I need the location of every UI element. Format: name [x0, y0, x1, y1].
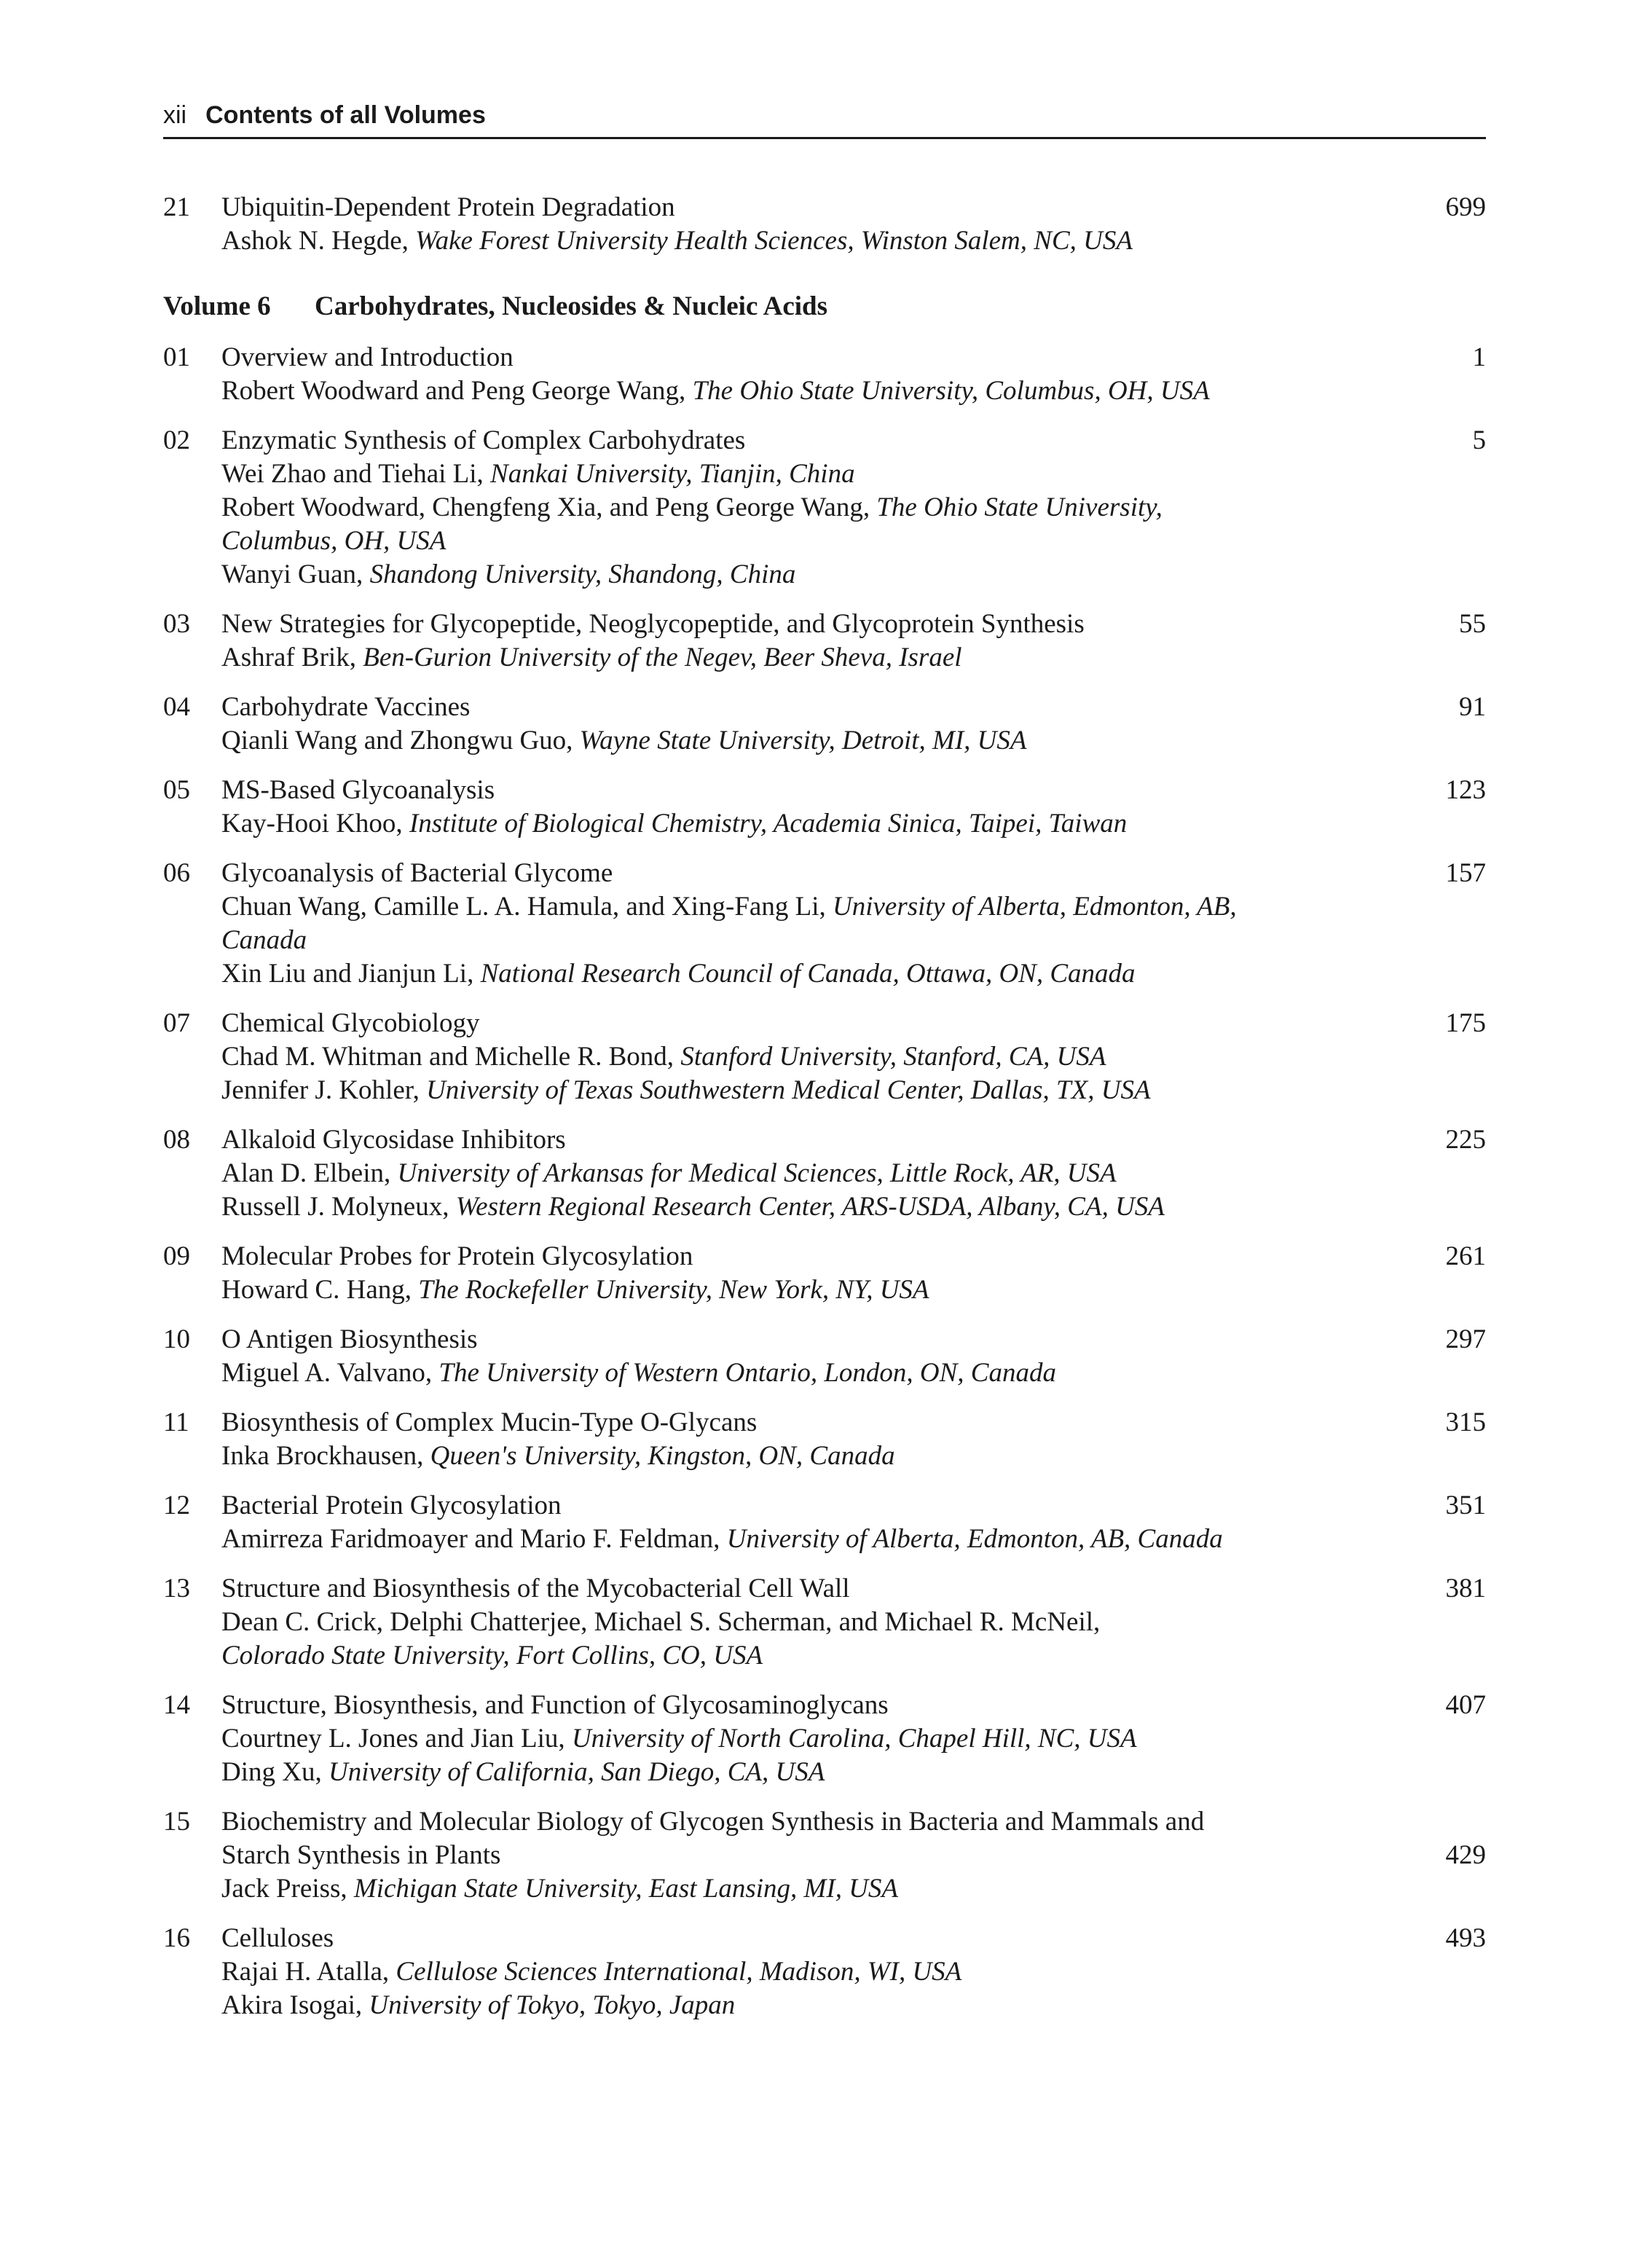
author-line — [221, 1872, 1399, 1906]
toc-entry — [163, 1805, 1486, 1906]
page-numeral: xii — [163, 101, 187, 129]
author-line — [221, 1074, 1399, 1107]
volume-entries — [163, 341, 1486, 2022]
affiliation: Columbus, OH, USA — [221, 526, 447, 556]
affiliation: Shandong University, Shandong, China — [369, 559, 796, 589]
author-line — [221, 1839, 1399, 1872]
affiliation: Wayne State University, Detroit, MI, USA — [579, 726, 1027, 755]
chapter-number: 04 — [163, 692, 190, 722]
chapter-number: 08 — [163, 1125, 190, 1155]
author-names: Starch Synthesis in Plants — [221, 1840, 501, 1870]
page-number: 175 — [1445, 1008, 1486, 1038]
entry-body — [221, 608, 1399, 675]
author-names: Amirreza Faridmoayer and Mario F. Feldman, — [221, 1524, 727, 1554]
affiliation: Institute of Biological Chemistry, Academia Sinica, Taipei, Taiwan — [409, 809, 1128, 839]
affiliation: University of Texas Southwestern Medical Center, Dallas, TX, USA — [426, 1075, 1151, 1105]
entry-body — [221, 1007, 1399, 1107]
entry-body — [221, 1323, 1399, 1390]
entry-body — [221, 1572, 1399, 1673]
author-names: Jack Preiss, — [221, 1874, 354, 1904]
toc-entry — [163, 1123, 1486, 1224]
chapter-number: 21 — [163, 192, 190, 222]
author-line — [221, 1722, 1399, 1756]
chapter-title: Glycoanalysis of Bacterial Glycome — [221, 858, 613, 888]
volume-heading — [163, 290, 1486, 323]
author-names: Wanyi Guan, — [221, 559, 370, 589]
author-line — [221, 807, 1399, 841]
toc-entry — [163, 1240, 1486, 1307]
toc-entry — [163, 1007, 1486, 1107]
toc-entry — [163, 1323, 1486, 1390]
author-line — [221, 1523, 1399, 1556]
chapter-number: 03 — [163, 609, 190, 639]
chapter-number: 02 — [163, 425, 190, 455]
page-number: 297 — [1445, 1324, 1486, 1354]
toc-entry — [163, 1572, 1486, 1673]
author-names: Ding Xu, — [221, 1757, 329, 1787]
chapter-number: 11 — [163, 1407, 189, 1437]
author-line — [221, 1157, 1399, 1190]
author-names: Courtney L. Jones and Jian Liu, — [221, 1724, 572, 1754]
chapter-number: 14 — [163, 1690, 190, 1720]
author-names: Dean C. Crick, Delphi Chatterjee, Michael S. Scherman, and Michael R. McNeil, — [221, 1607, 1101, 1637]
toc-entry — [163, 1489, 1486, 1556]
chapter-number: 07 — [163, 1008, 190, 1038]
entry-body — [221, 341, 1399, 408]
author-line — [221, 374, 1399, 408]
author-names: Robert Woodward, Chengfeng Xia, and Peng George Wang, — [221, 492, 877, 522]
chapter-number: 09 — [163, 1241, 190, 1271]
affiliation: Stanford University, Stanford, CA, USA — [680, 1042, 1106, 1072]
author-names: Ashraf Brik, — [221, 643, 363, 672]
chapter-number: 13 — [163, 1574, 190, 1603]
author-names: Chuan Wang, Camille L. A. Hamula, and Xing-Fang Li, — [221, 892, 833, 922]
author-names: Chad M. Whitman and Michelle R. Bond, — [221, 1042, 681, 1072]
toc-entry — [163, 774, 1486, 841]
author-names: Ashok N. Hegde, — [221, 226, 416, 256]
entry-body — [221, 1240, 1399, 1307]
affiliation: University of North Carolina, Chapel Hill, NC, USA — [571, 1724, 1137, 1754]
page-number: 429 — [1445, 1840, 1486, 1870]
chapter-title: Structure and Biosynthesis of the Mycobacterial Cell Wall — [221, 1574, 850, 1603]
running-header — [163, 99, 1486, 139]
affiliation: The Ohio State University, Columbus, OH, USA — [692, 376, 1210, 406]
toc-entry — [163, 1922, 1486, 2022]
entry-body — [221, 1406, 1399, 1473]
chapter-title: Alkaloid Glycosidase Inhibitors — [221, 1125, 566, 1155]
chapter-title: Molecular Probes for Protein Glycosylation — [221, 1241, 693, 1271]
affiliation: The Ohio State University, — [876, 492, 1163, 522]
running-title: Contents of all Volumes — [205, 101, 486, 129]
author-names: Russell J. Molyneux, — [221, 1192, 456, 1222]
affiliation: University of Alberta, Edmonton, AB, — [833, 892, 1237, 922]
toc-entry — [163, 608, 1486, 675]
affiliation: Colorado State University, Fort Collins, CO, USA — [221, 1641, 763, 1670]
entry-body — [221, 1689, 1399, 1789]
chapter-title: Ubiquitin-Dependent Protein Degradation — [221, 192, 675, 222]
affiliation: Cellulose Sciences International, Madison, WI, USA — [396, 1957, 962, 1987]
entry-body — [221, 191, 1399, 258]
author-line — [221, 1440, 1399, 1473]
author-line — [221, 224, 1399, 258]
entry-body — [221, 691, 1399, 758]
author-line — [221, 1955, 1399, 1989]
chapter-number: 16 — [163, 1923, 190, 1953]
pre-volume-entries — [163, 191, 1486, 258]
page-number: 225 — [1445, 1125, 1486, 1155]
author-names: Kay-Hooi Khoo, — [221, 809, 409, 839]
author-line — [221, 924, 1399, 957]
chapter-title: Biochemistry and Molecular Biology of Glycogen Synthesis in Bacteria and Mammals and — [221, 1807, 1205, 1837]
author-names: Wei Zhao and Tiehai Li, — [221, 459, 491, 489]
chapter-title: Biosynthesis of Complex Mucin-Type O-Glycans — [221, 1407, 758, 1437]
affiliation: Western Regional Research Center, ARS-USDA, Albany, CA, USA — [455, 1192, 1165, 1222]
author-line — [221, 1356, 1399, 1390]
toc-entry — [163, 424, 1486, 592]
page-number: 157 — [1445, 858, 1486, 888]
author-names: Robert Woodward and Peng George Wang, — [221, 376, 693, 406]
chapter-title: MS-Based Glycoanalysis — [221, 775, 495, 805]
chapter-title: Structure, Biosynthesis, and Function of Glycosaminoglycans — [221, 1690, 889, 1720]
volume-title: Carbohydrates, Nucleosides & Nucleic Acids — [315, 291, 827, 321]
chapter-number: 01 — [163, 342, 190, 372]
entry-body — [221, 1922, 1399, 2022]
chapter-number: 06 — [163, 858, 190, 888]
chapter-title: Bacterial Protein Glycosylation — [221, 1491, 562, 1520]
chapter-number: 12 — [163, 1491, 190, 1520]
toc-entry — [163, 191, 1486, 258]
chapter-title: New Strategies for Glycopeptide, Neoglycopeptide, and Glycoprotein Synthesis — [221, 609, 1085, 639]
author-line — [221, 1989, 1399, 2022]
chapter-number: 05 — [163, 775, 190, 805]
page-number: 91 — [1459, 692, 1486, 722]
chapter-number: 10 — [163, 1324, 190, 1354]
author-names: Inka Brockhausen, — [221, 1441, 430, 1471]
page-number: 1 — [1472, 342, 1486, 372]
author-line — [221, 724, 1399, 758]
author-line — [221, 491, 1399, 525]
affiliation: Nankai University, Tianjin, China — [490, 459, 855, 489]
page-number: 55 — [1459, 609, 1486, 639]
chapter-title: Celluloses — [221, 1923, 334, 1953]
contents-list — [163, 191, 1486, 2038]
author-names: Akira Isogai, — [221, 1990, 369, 2020]
toc-entry — [163, 1689, 1486, 1789]
author-names: Qianli Wang and Zhongwu Guo, — [221, 726, 580, 755]
affiliation: Wake Forest University Health Sciences, Winston Salem, NC, USA — [415, 226, 1133, 256]
affiliation: The Rockefeller University, New York, NY, USA — [418, 1275, 929, 1305]
author-names: Alan D. Elbein, — [221, 1158, 398, 1188]
author-line — [221, 1639, 1399, 1673]
page-number: 407 — [1445, 1690, 1486, 1720]
author-line — [221, 458, 1399, 491]
entry-body — [221, 1489, 1399, 1556]
affiliation: University of Tokyo, Tokyo, Japan — [369, 1990, 736, 2020]
affiliation: Canada — [221, 925, 307, 955]
page-number: 381 — [1445, 1574, 1486, 1603]
page-number: 5 — [1472, 425, 1486, 455]
author-line — [221, 1040, 1399, 1074]
chapter-title: Carbohydrate Vaccines — [221, 692, 471, 722]
author-line — [221, 1273, 1399, 1307]
author-line — [221, 957, 1399, 991]
entry-body — [221, 857, 1399, 991]
chapter-number: 15 — [163, 1807, 190, 1837]
affiliation: University of Alberta, Edmonton, AB, Canada — [726, 1524, 1223, 1554]
author-names: Howard C. Hang, — [221, 1275, 419, 1305]
author-names: Xin Liu and Jianjun Li, — [221, 959, 481, 989]
page-number: 493 — [1445, 1923, 1486, 1953]
affiliation: Ben-Gurion University of the Negev, Beer Sheva, Israel — [363, 643, 962, 672]
chapter-title: Chemical Glycobiology — [221, 1008, 480, 1038]
affiliation: The University of Western Ontario, London, ON, Canada — [438, 1358, 1056, 1388]
author-names: Miguel A. Valvano, — [221, 1358, 439, 1388]
chapter-title: Overview and Introduction — [221, 342, 514, 372]
author-line — [221, 641, 1399, 675]
chapter-title: O Antigen Biosynthesis — [221, 1324, 478, 1354]
affiliation: National Research Council of Canada, Ottawa, ON, Canada — [480, 959, 1136, 989]
author-line — [221, 890, 1399, 924]
author-line — [221, 1756, 1399, 1789]
author-names: Rajai H. Atalla, — [221, 1957, 396, 1987]
affiliation: Michigan State University, East Lansing, MI, USA — [353, 1874, 899, 1904]
page-number: 315 — [1445, 1407, 1486, 1437]
author-line — [221, 1606, 1399, 1639]
affiliation: University of California, San Diego, CA, USA — [328, 1757, 825, 1787]
volume-label: Volume 6 — [163, 291, 271, 321]
toc-entry — [163, 1406, 1486, 1473]
chapter-title: Enzymatic Synthesis of Complex Carbohydrates — [221, 425, 746, 455]
affiliation: University of Arkansas for Medical Sciences, Little Rock, AR, USA — [397, 1158, 1117, 1188]
toc-entry — [163, 857, 1486, 991]
author-line — [221, 525, 1399, 558]
author-names: Jennifer J. Kohler, — [221, 1075, 427, 1105]
entry-body — [221, 424, 1399, 592]
entry-body — [221, 774, 1399, 841]
affiliation: Queen's University, Kingston, ON, Canada — [430, 1441, 895, 1471]
author-line — [221, 558, 1399, 592]
entry-body — [221, 1123, 1399, 1224]
toc-entry — [163, 691, 1486, 758]
entry-body — [221, 1805, 1399, 1906]
page-number: 123 — [1445, 775, 1486, 805]
page-number: 261 — [1445, 1241, 1486, 1271]
toc-entry — [163, 341, 1486, 408]
page-number: 699 — [1445, 192, 1486, 222]
author-line — [221, 1190, 1399, 1224]
page-number: 351 — [1445, 1491, 1486, 1520]
